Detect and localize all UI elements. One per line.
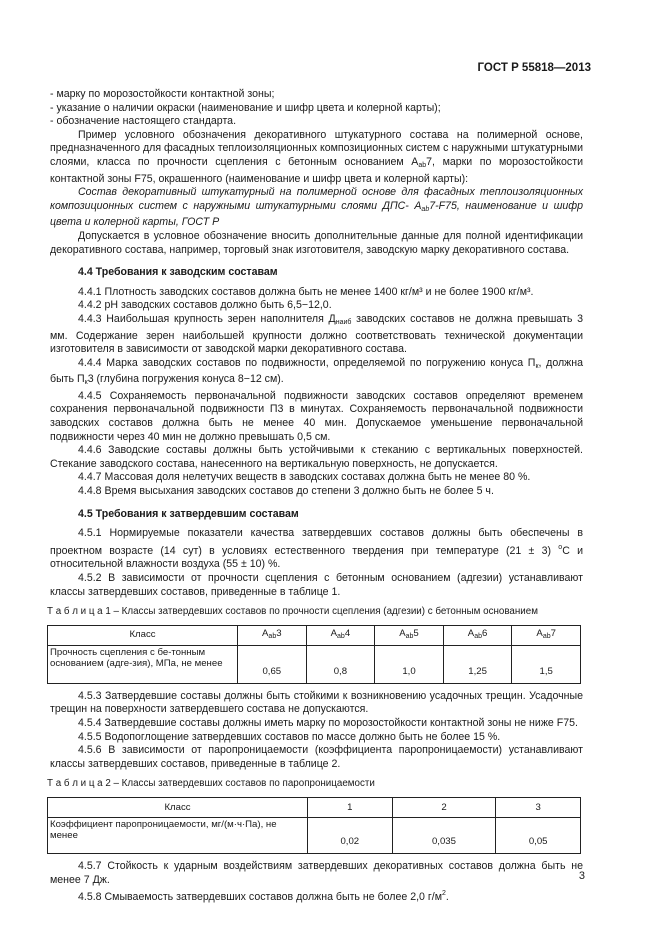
- paragraph: 4.4.4 Марка заводских составов по подвижности, определяемой по погружению конуса $П_к$, должна быть $П_к3$ (глубина погружения конуса 8−12 см).: [50, 356, 583, 387]
- table-cell: 0,65: [238, 645, 307, 683]
- table-caption: Т а б л и ц а 1 – Классы затвердевших составов по прочности сцепления (адгезии) с бетонным основанием: [47, 606, 538, 618]
- paragraph: 4.4.6 Заводские составы должны быть устойчивыми к стеканию с вертикальных поверхностей. Стекание заводского состава, нанесенного на вертикальную поверхность, не допускается.: [50, 444, 583, 470]
- page-number: 3: [578, 870, 585, 882]
- table-header: 1: [308, 797, 393, 817]
- document-body: [47, 88, 584, 905]
- paragraph: 4.5.1 Нормируемые показатели качества затвердевших составов должны быть обеспечены в проектном возрасте (14 сут) в условиях естественного твердения при температуре (21 ± 3) $^о$С и относительной влажности воздуха (55 ± 10) %.: [50, 527, 583, 571]
- paragraph: 4.5.6 В зависимости от паропроницаемости (коэффициента паропроницаемости) устанавливают классы затвердевших составов, приведенные в таблице 2.: [50, 744, 583, 770]
- table-cell: 0,02: [308, 817, 393, 853]
- paragraph: 4.5.3 Затвердевшие составы должны быть стойкими к возникновению усадочных трещин. Усадочные трещин на поверхности затвердевшего состава не допускаются.: [50, 689, 583, 716]
- table-header: 2: [392, 797, 496, 817]
- paragraph: 4.5.8 Смываемость затвердевших составов должна быть не более 2,0 $г/м^2$.: [78, 890, 449, 904]
- paragraph: 4.5.7 Стойкость к ударным воздействиям затвердевших декоративных составов должна быть не менее 7 Дж.: [50, 859, 583, 886]
- table-header: $А_{ab}3$: [238, 625, 307, 645]
- table-adhesion-classes: [47, 625, 581, 684]
- table-row-label: Прочность сцепления с бе-тонным основанием (адге-зия), МПа, не менее: [48, 645, 238, 683]
- list-item: - обозначение настоящего стандарта.: [50, 115, 237, 128]
- table-caption: Т а б л и ц а 2 – Классы затвердевших составов по паропроницаемости: [47, 778, 375, 790]
- table-row: [48, 645, 581, 683]
- paragraph: 4.4.7 Массовая доля нелетучих веществ в заводских составах должна быть не менее 80 %.: [78, 471, 531, 484]
- paragraph: Допускается в условное обозначение вносить дополнительные данные для полной идентификации декоративного состава, например, торговый знак изготовителя, заводскую марку декоративного состава.: [50, 229, 583, 256]
- table-cell: 1,5: [512, 645, 581, 683]
- table-header: $А_{ab}6$: [443, 625, 512, 645]
- paragraph: 4.5.5 Водопоглощение затвердевших составов по массе должно быть не более 15 %.: [78, 730, 501, 743]
- table-row: [48, 817, 581, 853]
- table-header-class: Класс: [48, 797, 308, 817]
- paragraph: 4.5.2 В зависимости от прочности сцепления с бетонным основанием (адгезии) устанавливают классы затвердевших составов, приведенные в таблице 1.: [50, 572, 583, 598]
- section-heading: 4.5 Требования к затвердевшим составам: [78, 507, 299, 520]
- table-header-class: Класс: [48, 625, 238, 645]
- table-cell: 0,035: [392, 817, 496, 853]
- paragraph: 4.4.5 Сохраняемость первоначальной подвижности заводских составов определяют временем сохранения первоначальной подвижности П3 в минутах. Сохраняемость первоначальной подвижности заводских составов должна быть не менее 40 мин. Допускаемое уменьшение первоначальной подвижности через 40 мин не должно превышать 0,5 см.: [50, 389, 583, 443]
- table-cell: 1,0: [375, 645, 444, 683]
- section-heading: 4.4 Требования к заводским составам: [78, 266, 278, 279]
- table-cell: 0,05: [496, 817, 581, 853]
- table-header: 3: [496, 797, 581, 817]
- paragraph: 4.5.4 Затвердевшие составы должны иметь марку по морозостойкости контактной зоны не ниже F75.: [78, 716, 578, 729]
- table-row-label: Коэффициент паропроницаемости, мг/(м·ч·Па), не менее: [48, 817, 308, 853]
- list-item: - указание о наличии окраски (наименование и шифр цвета и колерной карты);: [50, 101, 441, 114]
- table-cell: 0,8: [306, 645, 375, 683]
- table-header: $А_{ab}7$: [512, 625, 581, 645]
- table-header: $А_{ab}4$: [306, 625, 375, 645]
- paragraph: 4.4.8 Время высыхания заводских составов до степени 3 должно быть не более 5 ч.: [78, 485, 494, 498]
- table-header: $А_{ab}5$: [375, 625, 444, 645]
- list-item: - марку по морозостойкости контактной зоны;: [50, 88, 275, 100]
- paragraph: 4.4.1 Плотность заводских составов должна быть не менее 1400 кг/м³ и не более 1900 кг/м³.: [78, 285, 534, 298]
- example-paragraph: Пример условного обозначения декоративного штукатурного состава на полимерной основе, предназначенного для фасадных теплоизоляционных композиционных систем с наружными штукатурными слоями, класса по прочности сцепления с бетонным основанием $А_{ab}7$, марки по морозостойкости контактной зоны F75, окрашенного (наименование и шифр цвета и колерной карты):: [50, 128, 583, 185]
- paragraph: 4.4.3 Наибольшая крупность зерен наполнителя $Д_{наиб}$ заводских составов не должна превышать 3 мм. Содержание зерен наибольшей крупности должно соответствовать технической документации изготовителя в зависимости от заводской марки декоративного состава.: [50, 312, 584, 356]
- example-designation: Состав декоративный штукатурный на полимерной основе для фасадных теплоизоляционных композиционных систем с наружными штукатурными слоями ДПС- $А_{ab}7-F75$, наименование и шифр цвета и колерной карты, ГОСТ Р: [50, 186, 583, 229]
- paragraph: 4.4.2 pH заводских составов должно быть 6,5−12,0.: [78, 299, 332, 312]
- document-header: ГОСТ Р 55818—2013: [477, 62, 591, 74]
- table-cell: 1,25: [443, 645, 512, 683]
- table-vapor-classes: [47, 797, 581, 854]
